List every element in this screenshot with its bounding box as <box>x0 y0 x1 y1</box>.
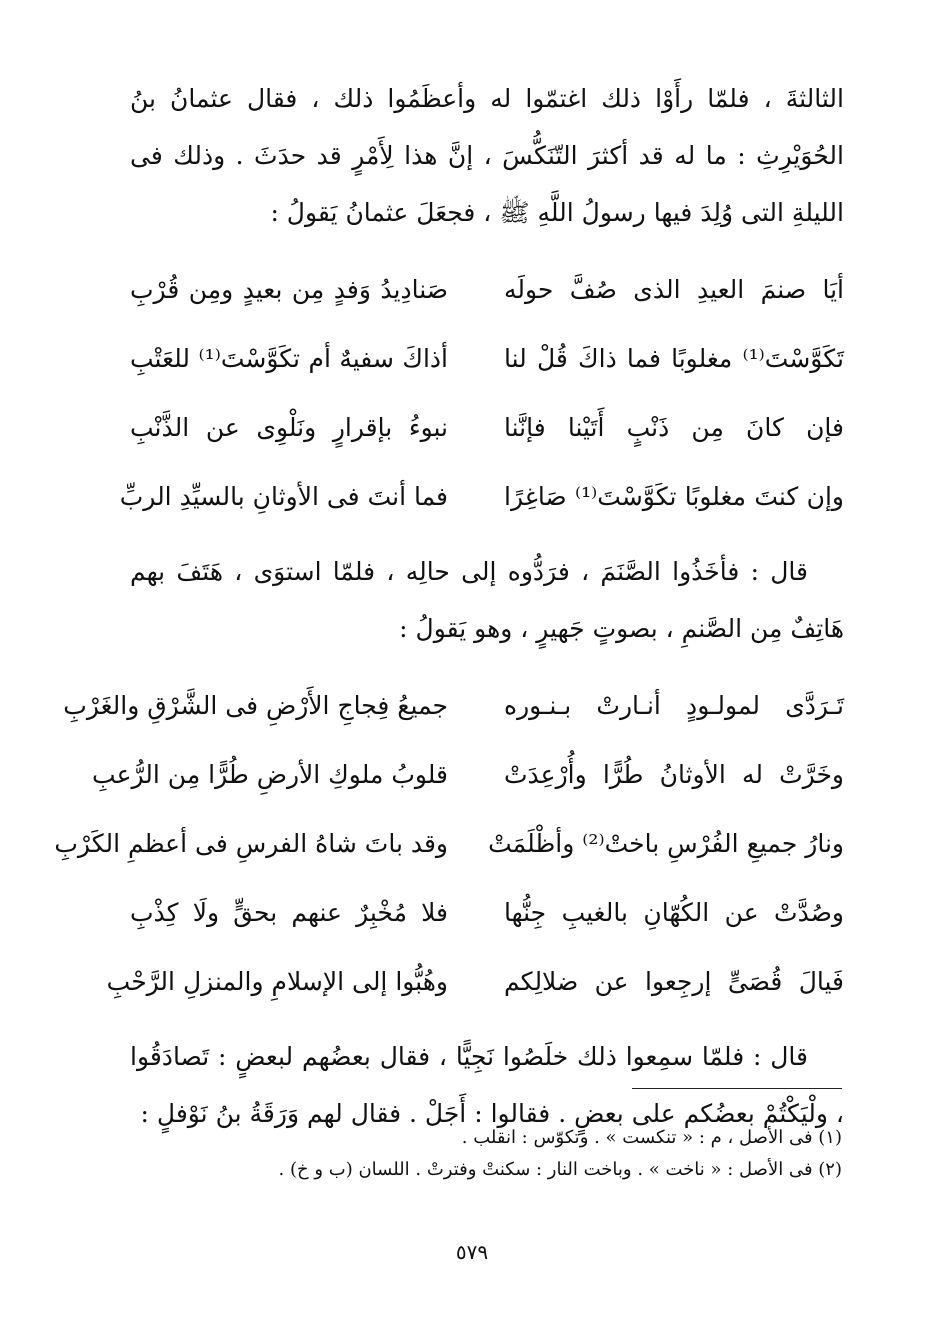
poem-1 <box>119 255 845 531</box>
verse-second-hemistich: أذاكَ سفيهٌ أم تكَوَّسْتَ⁽¹⁾ للعَتْبِ <box>130 344 448 373</box>
poem-2 <box>54 671 844 1016</box>
verse-row <box>130 324 844 393</box>
paragraph-end: قال : فلمّا سمِعوا ذلك خلَصُوا نَجِيًّا ، فقال بعضُهم لبعضٍ : تَصادَقُوا ، ولْيَكْتُمْ بعضُكم على بعضٍ . فقالوا : أَجَلْ . فقال لهم وَرَقَةُ بنُ نَوْفلٍ : <box>130 1042 844 1128</box>
page-body <box>54 70 845 1142</box>
verse-first-hemistich: فَيالَ قُصَىٍّ إرجِعوا عن ضلالِكم <box>504 967 844 996</box>
verse-row <box>130 393 844 462</box>
verse-row <box>92 740 844 809</box>
verse-first-hemistich: تَكَوَّسْتَ⁽¹⁾ مغلوبًا فما ذاكَ قُلْ لنا <box>504 344 844 373</box>
footnote-divider <box>632 1088 842 1089</box>
footnote: (١) فى الأصل ، م : « تنكست » . وتكوّس : انقلب . <box>461 1127 842 1148</box>
page-number: ٥٧٩ <box>455 1240 489 1264</box>
paragraph-middle: قال : فأخَذُوا الصَّنَمَ ، فرَدُّوه إلى حالِه ، فلمّا استوَى ، هَتَفَ بهم هَاتِفٌ مِن الصَّنمِ ، بصوتٍ جَهيرٍ ، وهو يَقولُ : <box>130 557 844 643</box>
paragraph-top: الثالثةَ ، فلمّا رأَوْا ذلك اغتمّوا له وأعظَمُوا ذلك ، فقال عثمانُ بنُ الحُوَيْرِثِ : ما له قد أكثرَ التّنَكُّسَ ، إنَّ هذا لِأَمْرٍ قد حدَثَ . وذلك فى الليلةِ التى وُلِدَ فيها رسولُ اللَّهِ ﷺ ، فجعَلَ عثمانُ يَقولُ : <box>130 84 844 227</box>
verse-row <box>63 671 844 740</box>
verse-second-hemistich: وهُبُّوا إلى الإسلامِ والمنزلِ الرَّحْبِ <box>106 967 448 996</box>
verse-second-hemistich: جميعُ فِجاجِ الأَرْضِ فى الشَّرْقِ والغَرْبِ <box>63 691 448 720</box>
verse-row <box>106 947 844 1016</box>
verse-first-hemistich: ونارُ جميعِ الفُرْسِ باختْ⁽²⁾ وأظْلَمَتْ <box>488 829 844 858</box>
verse-row <box>130 255 844 324</box>
verse-first-hemistich: وخَرَّتْ له الأوثانُ طُرًّا وأُرْعِدَتْ <box>504 760 844 789</box>
verse-row <box>54 809 844 878</box>
footnote: (٢) فى الأصل : « ناخت » . وباخت النار : سكنتْ وفترتْ . اللسان (ب و خ) . <box>278 1159 842 1180</box>
verse-first-hemistich: أيَا صنمَ العيدِ الذى صُفَّ حولَه <box>504 275 844 304</box>
verse-second-hemistich: صَنادِيدُ وَفدٍ مِن بعيدٍ ومِن قُرْبِ <box>130 275 448 304</box>
footnotes <box>278 1122 842 1186</box>
verse-first-hemistich: وإن كنتَ مغلوبًا تكَوَّسْتَ⁽¹⁾ صَاغِرًا <box>504 482 845 511</box>
verse-second-hemistich: وقد باتَ شاهُ الفرسِ فى أعظمِ الكَرْبِ <box>54 829 448 858</box>
verse-first-hemistich: تَـرَدَّى لمولـودٍ أنـارتْ بـنـوره <box>504 691 844 720</box>
verse-second-hemistich: قلوبُ ملوكِ الأرضِ طُرًّا مِن الرُّعبِ <box>92 760 448 789</box>
verse-second-hemistich: فما أنتَ فى الأوثانِ بالسيِّدِ الربِّ <box>119 482 448 511</box>
verse-second-hemistich: نبوءُ بإقرارٍ ونَلْوِى عن الذَّنْبِ <box>130 413 448 442</box>
verse-row <box>119 462 845 531</box>
verse-second-hemistich: فلا مُخْبِرٌ عنهم بحقٍّ ولَا كِذْبِ <box>130 898 448 927</box>
verse-first-hemistich: وصُدَّتْ عن الكُهّانِ بالغيبِ جِنُّها <box>504 898 844 927</box>
verse-row <box>130 878 844 947</box>
verse-first-hemistich: فإن كانَ مِن ذَنْبٍ أَتَيْنا فإنَّنا <box>504 413 844 442</box>
